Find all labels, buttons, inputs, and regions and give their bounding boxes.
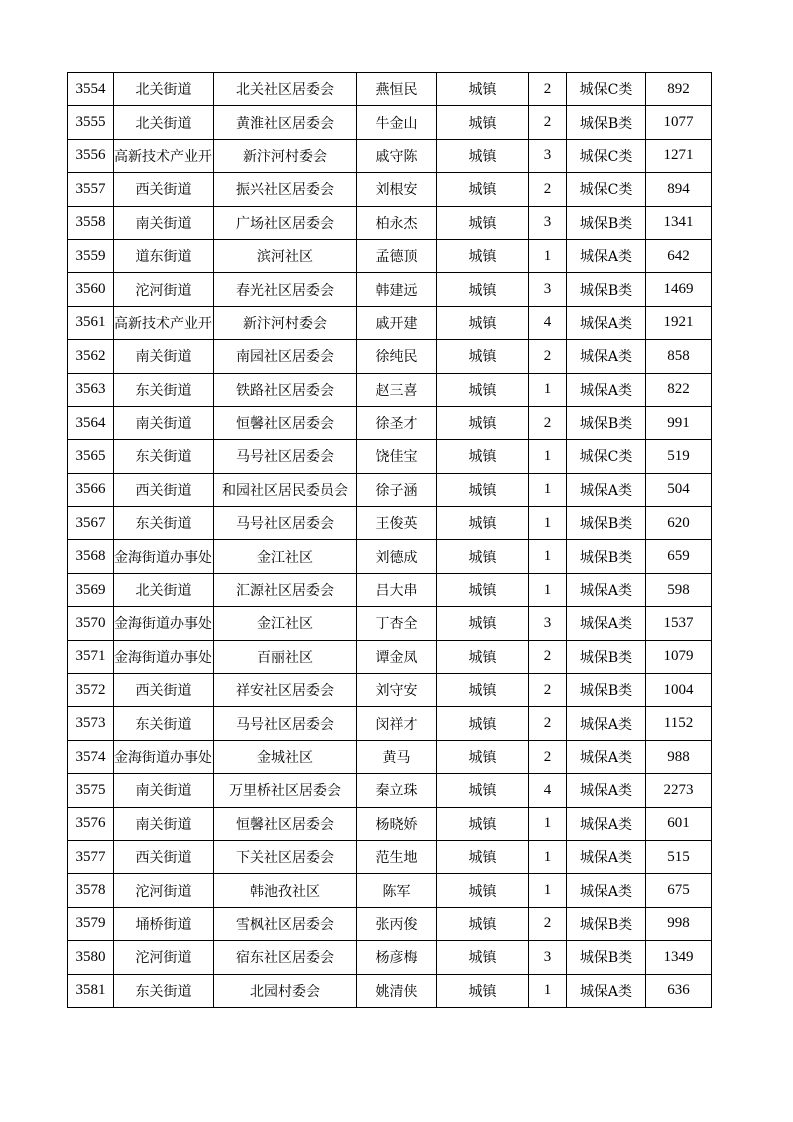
- cell-community: 广场社区居委会: [214, 206, 357, 239]
- cell-community: 金江社区: [214, 607, 357, 640]
- table-body: [68, 73, 712, 1008]
- cell-type: 城保B类: [567, 941, 646, 974]
- cell-amt: 1349: [646, 941, 712, 974]
- cell-area: 城镇: [437, 173, 529, 206]
- cell-amt: 620: [646, 507, 712, 540]
- cell-street: 沱河街道: [114, 874, 214, 907]
- cell-type: 城保B类: [567, 406, 646, 439]
- table-row: [68, 106, 712, 139]
- cell-community: 北园村委会: [214, 974, 357, 1007]
- cell-num: 1: [529, 440, 567, 473]
- cell-amt: 1537: [646, 607, 712, 640]
- cell-amt: 519: [646, 440, 712, 473]
- cell-street: 道东街道: [114, 239, 214, 272]
- cell-amt: 998: [646, 907, 712, 940]
- cell-amt: 858: [646, 340, 712, 373]
- cell-name: 孟德顶: [357, 239, 437, 272]
- table-row: [68, 640, 712, 673]
- cell-community: 振兴社区居委会: [214, 173, 357, 206]
- cell-type: 城保A类: [567, 974, 646, 1007]
- cell-amt: 642: [646, 239, 712, 272]
- table-row: [68, 740, 712, 773]
- cell-area: 城镇: [437, 640, 529, 673]
- cell-type: 城保C类: [567, 173, 646, 206]
- cell-community: 马号社区居委会: [214, 507, 357, 540]
- cell-type: 城保C类: [567, 139, 646, 172]
- cell-type: 城保A类: [567, 607, 646, 640]
- cell-num: 1: [529, 874, 567, 907]
- cell-num: 1: [529, 473, 567, 506]
- cell-street: 西关街道: [114, 473, 214, 506]
- cell-id: 3556: [68, 139, 114, 172]
- cell-num: 1: [529, 573, 567, 606]
- cell-amt: 601: [646, 807, 712, 840]
- cell-amt: 991: [646, 406, 712, 439]
- cell-community: 韩池孜社区: [214, 874, 357, 907]
- cell-amt: 894: [646, 173, 712, 206]
- cell-street: 南关街道: [114, 406, 214, 439]
- cell-name: 丁杏全: [357, 607, 437, 640]
- cell-street: 沱河街道: [114, 273, 214, 306]
- cell-area: 城镇: [437, 540, 529, 573]
- cell-area: 城镇: [437, 139, 529, 172]
- cell-num: 2: [529, 406, 567, 439]
- cell-amt: 1004: [646, 674, 712, 707]
- cell-name: 陈军: [357, 874, 437, 907]
- cell-street: 北关街道: [114, 106, 214, 139]
- cell-amt: 515: [646, 840, 712, 873]
- cell-area: 城镇: [437, 874, 529, 907]
- cell-num: 2: [529, 674, 567, 707]
- cell-area: 城镇: [437, 440, 529, 473]
- cell-amt: 598: [646, 573, 712, 606]
- cell-name: 刘德成: [357, 540, 437, 573]
- cell-id: 3566: [68, 473, 114, 506]
- cell-street: 高新技术产业开: [114, 306, 214, 339]
- cell-type: 城保B类: [567, 106, 646, 139]
- cell-area: 城镇: [437, 740, 529, 773]
- cell-num: 4: [529, 306, 567, 339]
- cell-community: 马号社区居委会: [214, 440, 357, 473]
- cell-id: 3555: [68, 106, 114, 139]
- cell-num: 2: [529, 173, 567, 206]
- cell-area: 城镇: [437, 607, 529, 640]
- cell-type: 城保A类: [567, 740, 646, 773]
- cell-id: 3571: [68, 640, 114, 673]
- cell-name: 赵三喜: [357, 373, 437, 406]
- cell-type: 城保B类: [567, 540, 646, 573]
- cell-name: 谭金凤: [357, 640, 437, 673]
- cell-num: 3: [529, 139, 567, 172]
- cell-amt: 675: [646, 874, 712, 907]
- cell-street: 东关街道: [114, 707, 214, 740]
- cell-name: 戚开建: [357, 306, 437, 339]
- cell-community: 和园社区居民委员会: [214, 473, 357, 506]
- cell-type: 城保A类: [567, 473, 646, 506]
- cell-id: 3554: [68, 73, 114, 106]
- cell-area: 城镇: [437, 907, 529, 940]
- cell-community: 铁路社区居委会: [214, 373, 357, 406]
- table-row: [68, 540, 712, 573]
- cell-num: 2: [529, 73, 567, 106]
- cell-id: 3570: [68, 607, 114, 640]
- table-row: [68, 707, 712, 740]
- cell-community: 滨河社区: [214, 239, 357, 272]
- cell-amt: 1079: [646, 640, 712, 673]
- cell-num: 1: [529, 239, 567, 272]
- cell-type: 城保B类: [567, 640, 646, 673]
- table-row: [68, 340, 712, 373]
- cell-amt: 1921: [646, 306, 712, 339]
- cell-num: 2: [529, 907, 567, 940]
- cell-community: 恒馨社区居委会: [214, 406, 357, 439]
- cell-name: 杨晓娇: [357, 807, 437, 840]
- cell-type: 城保A类: [567, 239, 646, 272]
- cell-type: 城保A类: [567, 807, 646, 840]
- cell-type: 城保A类: [567, 707, 646, 740]
- cell-community: 下关社区居委会: [214, 840, 357, 873]
- cell-num: 2: [529, 707, 567, 740]
- cell-type: 城保B类: [567, 273, 646, 306]
- table-row: [68, 173, 712, 206]
- cell-community: 祥安社区居委会: [214, 674, 357, 707]
- cell-community: 恒馨社区居委会: [214, 807, 357, 840]
- table-row: [68, 306, 712, 339]
- cell-id: 3565: [68, 440, 114, 473]
- cell-name: 秦立珠: [357, 774, 437, 807]
- cell-amt: 892: [646, 73, 712, 106]
- cell-name: 闵祥才: [357, 707, 437, 740]
- data-table: [67, 72, 712, 1008]
- cell-id: 3572: [68, 674, 114, 707]
- table-row: [68, 239, 712, 272]
- cell-area: 城镇: [437, 239, 529, 272]
- cell-community: 马号社区居委会: [214, 707, 357, 740]
- cell-community: 南园社区居委会: [214, 340, 357, 373]
- table-row: [68, 473, 712, 506]
- cell-type: 城保C类: [567, 73, 646, 106]
- cell-community: 宿东社区居委会: [214, 941, 357, 974]
- cell-area: 城镇: [437, 674, 529, 707]
- table-row: [68, 406, 712, 439]
- cell-community: 汇源社区居委会: [214, 573, 357, 606]
- table-row: [68, 139, 712, 172]
- cell-community: 新汴河村委会: [214, 139, 357, 172]
- cell-num: 4: [529, 774, 567, 807]
- cell-street: 北关街道: [114, 73, 214, 106]
- cell-id: 3568: [68, 540, 114, 573]
- cell-name: 柏永杰: [357, 206, 437, 239]
- cell-amt: 2273: [646, 774, 712, 807]
- table-row: [68, 73, 712, 106]
- cell-area: 城镇: [437, 974, 529, 1007]
- cell-num: 2: [529, 640, 567, 673]
- cell-community: 金城社区: [214, 740, 357, 773]
- cell-type: 城保B类: [567, 507, 646, 540]
- cell-street: 金海街道办事处: [114, 740, 214, 773]
- cell-street: 金海街道办事处: [114, 607, 214, 640]
- cell-area: 城镇: [437, 73, 529, 106]
- cell-name: 刘根安: [357, 173, 437, 206]
- cell-type: 城保B类: [567, 674, 646, 707]
- cell-name: 燕恒民: [357, 73, 437, 106]
- cell-num: 1: [529, 807, 567, 840]
- cell-community: 雪枫社区居委会: [214, 907, 357, 940]
- table-row: [68, 206, 712, 239]
- cell-area: 城镇: [437, 473, 529, 506]
- cell-id: 3573: [68, 707, 114, 740]
- cell-num: 2: [529, 340, 567, 373]
- cell-name: 徐子涵: [357, 473, 437, 506]
- table-row: [68, 440, 712, 473]
- cell-street: 高新技术产业开: [114, 139, 214, 172]
- cell-amt: 1152: [646, 707, 712, 740]
- cell-name: 徐纯民: [357, 340, 437, 373]
- cell-area: 城镇: [437, 507, 529, 540]
- cell-name: 刘守安: [357, 674, 437, 707]
- cell-community: 新汴河村委会: [214, 306, 357, 339]
- table-row: [68, 874, 712, 907]
- cell-street: 东关街道: [114, 440, 214, 473]
- cell-id: 3574: [68, 740, 114, 773]
- cell-id: 3569: [68, 573, 114, 606]
- cell-community: 黄淮社区居委会: [214, 106, 357, 139]
- cell-num: 1: [529, 974, 567, 1007]
- cell-id: 3563: [68, 373, 114, 406]
- table-row: [68, 774, 712, 807]
- cell-name: 王俊英: [357, 507, 437, 540]
- cell-type: 城保A类: [567, 774, 646, 807]
- cell-id: 3577: [68, 840, 114, 873]
- table-row: [68, 840, 712, 873]
- cell-num: 2: [529, 106, 567, 139]
- cell-name: 姚清侠: [357, 974, 437, 1007]
- cell-street: 南关街道: [114, 774, 214, 807]
- cell-community: 春光社区居委会: [214, 273, 357, 306]
- cell-area: 城镇: [437, 941, 529, 974]
- cell-type: 城保B类: [567, 206, 646, 239]
- cell-amt: 1077: [646, 106, 712, 139]
- cell-type: 城保A类: [567, 306, 646, 339]
- cell-id: 3580: [68, 941, 114, 974]
- cell-num: 1: [529, 540, 567, 573]
- cell-area: 城镇: [437, 273, 529, 306]
- cell-id: 3560: [68, 273, 114, 306]
- cell-street: 东关街道: [114, 974, 214, 1007]
- cell-id: 3567: [68, 507, 114, 540]
- cell-area: 城镇: [437, 406, 529, 439]
- cell-amt: 1341: [646, 206, 712, 239]
- cell-name: 范生地: [357, 840, 437, 873]
- cell-community: 北关社区居委会: [214, 73, 357, 106]
- cell-amt: 1271: [646, 139, 712, 172]
- cell-id: 3562: [68, 340, 114, 373]
- cell-type: 城保A类: [567, 840, 646, 873]
- cell-area: 城镇: [437, 106, 529, 139]
- table-row: [68, 373, 712, 406]
- cell-num: 2: [529, 740, 567, 773]
- cell-street: 北关街道: [114, 573, 214, 606]
- table-row: [68, 907, 712, 940]
- cell-name: 饶佳宝: [357, 440, 437, 473]
- cell-community: 万里桥社区居委会: [214, 774, 357, 807]
- cell-id: 3561: [68, 306, 114, 339]
- cell-street: 金海街道办事处: [114, 540, 214, 573]
- cell-name: 徐圣才: [357, 406, 437, 439]
- cell-street: 西关街道: [114, 840, 214, 873]
- cell-id: 3578: [68, 874, 114, 907]
- cell-area: 城镇: [437, 707, 529, 740]
- table-row: [68, 974, 712, 1007]
- cell-type: 城保A类: [567, 573, 646, 606]
- table-row: [68, 807, 712, 840]
- cell-num: 1: [529, 373, 567, 406]
- cell-street: 埇桥街道: [114, 907, 214, 940]
- cell-street: 南关街道: [114, 807, 214, 840]
- table-row: [68, 941, 712, 974]
- cell-amt: 504: [646, 473, 712, 506]
- cell-amt: 1469: [646, 273, 712, 306]
- cell-type: 城保A类: [567, 373, 646, 406]
- cell-area: 城镇: [437, 840, 529, 873]
- cell-name: 牛金山: [357, 106, 437, 139]
- cell-num: 1: [529, 507, 567, 540]
- cell-type: 城保B类: [567, 907, 646, 940]
- cell-name: 韩建远: [357, 273, 437, 306]
- cell-id: 3579: [68, 907, 114, 940]
- cell-id: 3575: [68, 774, 114, 807]
- cell-area: 城镇: [437, 774, 529, 807]
- cell-num: 3: [529, 273, 567, 306]
- cell-type: 城保A类: [567, 874, 646, 907]
- cell-area: 城镇: [437, 373, 529, 406]
- cell-num: 3: [529, 206, 567, 239]
- cell-amt: 659: [646, 540, 712, 573]
- table-row: [68, 674, 712, 707]
- cell-amt: 988: [646, 740, 712, 773]
- cell-id: 3576: [68, 807, 114, 840]
- cell-street: 东关街道: [114, 507, 214, 540]
- cell-id: 3558: [68, 206, 114, 239]
- cell-street: 东关街道: [114, 373, 214, 406]
- cell-type: 城保C类: [567, 440, 646, 473]
- cell-area: 城镇: [437, 206, 529, 239]
- cell-name: 张丙俊: [357, 907, 437, 940]
- cell-id: 3559: [68, 239, 114, 272]
- cell-id: 3564: [68, 406, 114, 439]
- table-row: [68, 507, 712, 540]
- cell-num: 3: [529, 941, 567, 974]
- cell-name: 戚守陈: [357, 139, 437, 172]
- cell-community: 金江社区: [214, 540, 357, 573]
- cell-area: 城镇: [437, 340, 529, 373]
- cell-name: 杨彦梅: [357, 941, 437, 974]
- cell-street: 南关街道: [114, 340, 214, 373]
- cell-street: 沱河街道: [114, 941, 214, 974]
- cell-street: 西关街道: [114, 173, 214, 206]
- cell-type: 城保A类: [567, 340, 646, 373]
- table-row: [68, 607, 712, 640]
- cell-street: 西关街道: [114, 674, 214, 707]
- table-row: [68, 273, 712, 306]
- table-row: [68, 573, 712, 606]
- cell-id: 3557: [68, 173, 114, 206]
- cell-community: 百丽社区: [214, 640, 357, 673]
- cell-area: 城镇: [437, 306, 529, 339]
- cell-amt: 822: [646, 373, 712, 406]
- cell-street: 南关街道: [114, 206, 214, 239]
- cell-num: 1: [529, 840, 567, 873]
- cell-area: 城镇: [437, 807, 529, 840]
- cell-area: 城镇: [437, 573, 529, 606]
- cell-amt: 636: [646, 974, 712, 1007]
- cell-name: 吕大串: [357, 573, 437, 606]
- cell-num: 3: [529, 607, 567, 640]
- cell-id: 3581: [68, 974, 114, 1007]
- cell-name: 黄马: [357, 740, 437, 773]
- cell-street: 金海街道办事处: [114, 640, 214, 673]
